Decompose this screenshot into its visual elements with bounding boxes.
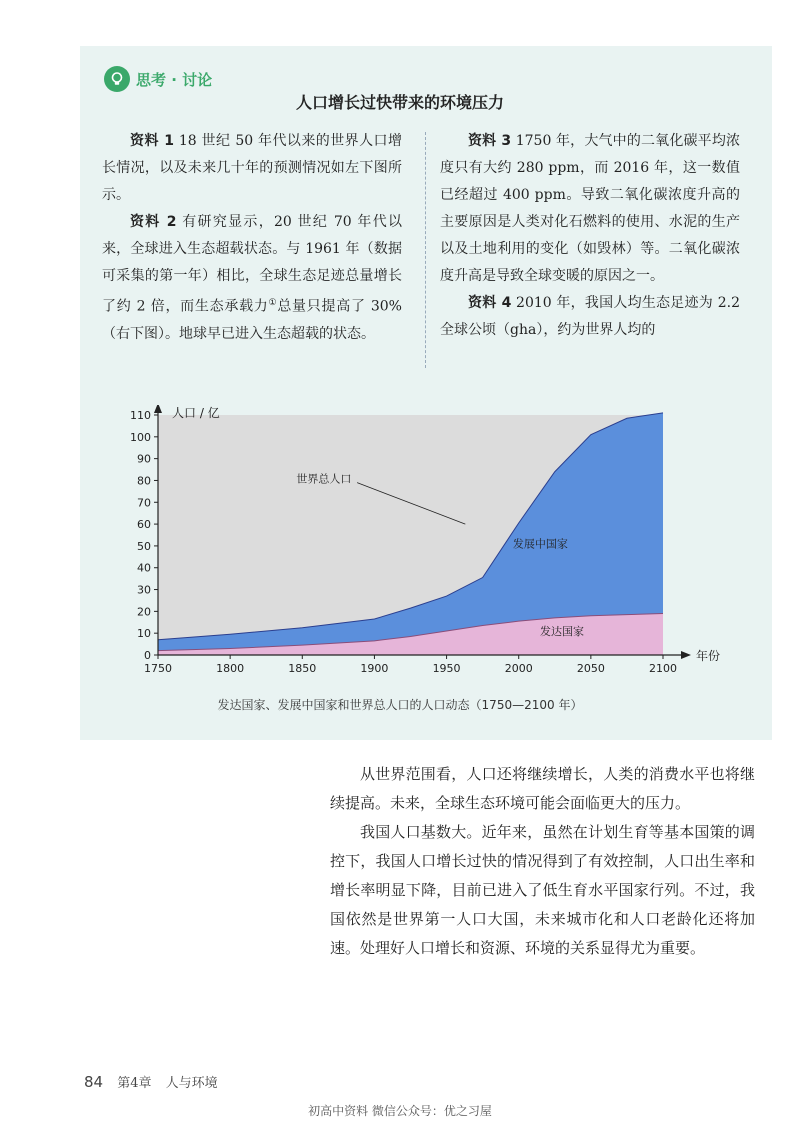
material-4-text: 2010 年，我国人均生态足迹为 2.2 全球公顷（gha），约为世界人均的 (440, 295, 740, 338)
body-text (330, 760, 755, 963)
y-tick-label: 110 (130, 409, 151, 422)
body-paragraph-1: 从世界范围看，人口还将继续增长，人类的消费水平也将继续提高。未来，全球生态环境可能会面临更大的压力。 (330, 765, 755, 812)
y-axis-arrow (154, 405, 162, 413)
material-2-lead: 资料 2 (130, 214, 177, 230)
y-tick-label: 0 (144, 649, 151, 662)
x-axis-arrow (681, 651, 691, 659)
y-tick-label: 60 (137, 518, 151, 532)
y-tick-label: 20 (137, 605, 151, 619)
x-axis-label: 年份 (696, 649, 721, 663)
x-tick-label: 1800 (216, 662, 245, 675)
material-2-paragraph (102, 209, 402, 348)
y-tick-label: 90 (137, 452, 151, 466)
x-tick-label: 2100 (649, 662, 677, 675)
left-column (102, 128, 402, 348)
material-4-lead: 资料 4 (468, 295, 512, 311)
y-tick-label: 100 (130, 430, 151, 444)
material-1-lead: 资料 1 (130, 133, 174, 149)
page-number: 84 (84, 1073, 104, 1091)
x-tick-label: 1900 (360, 662, 389, 675)
y-tick-label: 80 (137, 474, 151, 488)
right-column (440, 128, 740, 344)
chapter-label: 第4章 (117, 1076, 152, 1091)
x-tick-label: 1950 (432, 662, 461, 675)
x-tick-label: 1850 (288, 662, 317, 675)
material-2-text: 有研究显示，20 世纪 70 年代以来，全球进入生态超载状态。与 1961 年（数据可采集的第一年）相比，全球生态足迹总量增长了约 2 倍，而生态承载力 (102, 214, 402, 315)
material-3-lead: 资料 3 (468, 133, 512, 149)
y-tick-label: 70 (137, 496, 151, 510)
y-tick-label: 30 (137, 583, 151, 597)
x-tick-label: 1750 (144, 662, 172, 675)
badge-label: 思考 · 讨论 (136, 70, 213, 89)
page-footer (84, 1072, 218, 1091)
chapter-title: 人与环境 (165, 1076, 218, 1091)
y-tick-label: 10 (137, 627, 151, 641)
y-tick-label: 50 (137, 539, 151, 553)
discussion-badge (104, 66, 212, 92)
chart-caption: 发达国家、发展中国家和世界总人口的人口动态（1750—2100 年） (217, 698, 583, 712)
material-4-paragraph (440, 290, 740, 344)
material-3-paragraph (440, 128, 740, 290)
annotation-world-total: 世界总人口 (296, 472, 352, 486)
annotation-developing: 发展中国家 (512, 537, 568, 551)
lightbulb-icon (104, 66, 130, 92)
column-divider (425, 132, 426, 368)
material-1-paragraph (102, 128, 402, 209)
body-paragraph-2: 我国人口基数大。近年来，虽然在计划生育等基本国策的调控下，我国人口增长过快的情况得到了有效控制，人口出生率和增长率明显下降，目前已进入了低生育水平国家行列。不过，我国依然是世界第一人口大国，未来城市化和人口老龄化还将加速。处理好人口增长和资源、环境的关系显得尤为重要。 (330, 823, 755, 957)
x-tick-label: 2050 (576, 662, 605, 675)
y-tick-label: 40 (137, 561, 151, 575)
x-tick-label: 2000 (504, 662, 533, 675)
material-2-text-after: 总量只提高了 30%（右下图）。地球早已进入生态超载的状态。 (102, 298, 402, 342)
y-axis-label: 人口 / 亿 (172, 406, 220, 420)
watermark: 初高中资料 微信公众号：优之习屋 (308, 1104, 492, 1118)
material-1-text: 18 世纪 50 年代以来的世界人口增长情况，以及未来几十年的预测情况如左下图所示。 (102, 133, 402, 203)
box-title: 人口增长过快带来的环境压力 (295, 93, 504, 112)
footnote-marker: ① (268, 298, 278, 308)
material-3-text: 1750 年，大气中的二氧化碳平均浓度只有大约 280 ppm，而 2016 年，这一数值已经超过 400 ppm。导致二氧化碳浓度升高的主要原因是人类对化石燃料的使用、水泥的生产以及土地利用的变化（如毁林）等。二氧化碳浓度升高是导致全球变暖的原因之一。 (440, 133, 740, 284)
annotation-developed: 发达国家 (540, 625, 584, 638)
population-chart (100, 405, 740, 695)
